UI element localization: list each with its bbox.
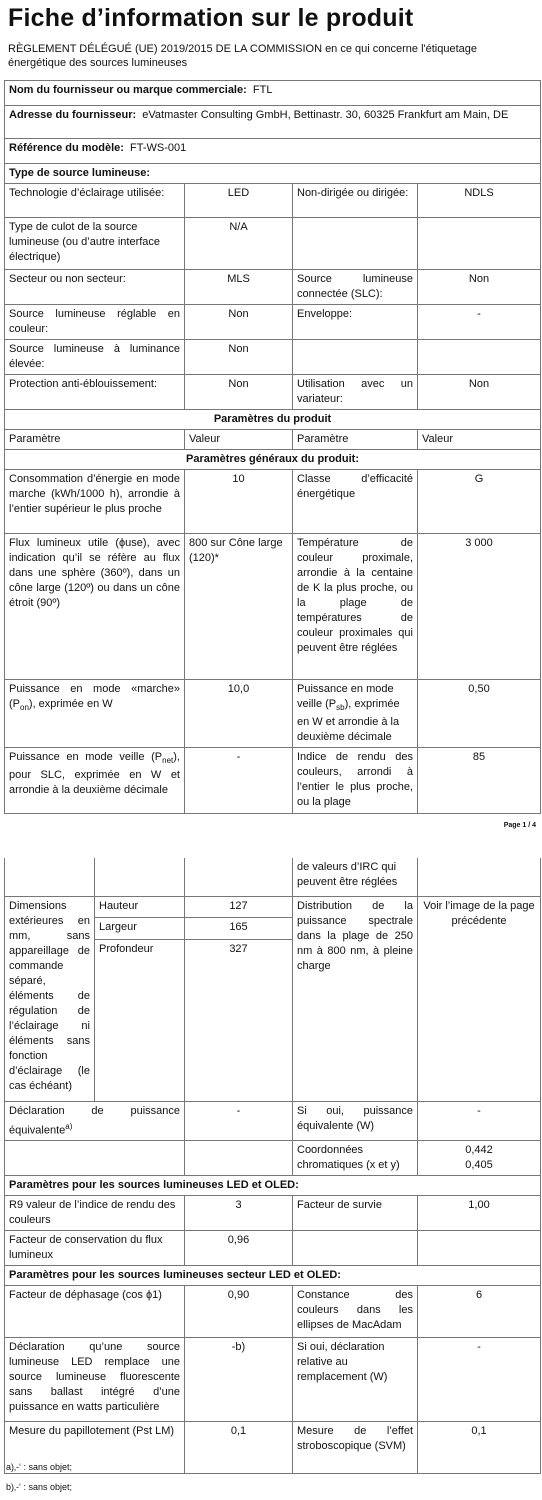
table-row [5,270,541,305]
cri-value: 85 [418,748,541,814]
table-row [5,896,541,918]
width-value: 165 [185,918,293,940]
replacement-watt-label: Si oui, déclaration relative au remplacement (W) [293,1338,418,1422]
equiv-power-label: Déclaration de puissance équivalente$^{a)}$ [5,1101,185,1141]
table-row [5,1101,541,1141]
table-row [5,375,541,410]
cap-type-label: Type de culot de la source lumineuse (ou d’autre interface électrique) [5,218,185,270]
displacement-factor-label: Facteur de déphasage (cos ϕ1) [5,1286,185,1338]
cri-label: Indice de rendu des couleurs, arrondi à l’entier le plus proche, ou la plage [293,748,418,814]
equiv-watt-label: Si oui, puissance équivalente (W) [293,1101,418,1141]
supplier-address-label: Adresse du fournisseur: [9,109,137,121]
table-row [5,470,541,534]
colour-temperature-label: Température de couleur proximale, arrondie à la centaine de K la plus proche, ou la plage de températures de couleur proximales qui peuvent être réglées [293,534,418,680]
page-title: Fiche d’information sur le produit [8,4,414,32]
page-number: Page 1 / 4 [503,822,536,829]
source-type-header: Type de source lumineuse: [5,164,541,184]
table-row [5,218,541,270]
table-row [5,680,541,748]
efficiency-class-value: G [418,470,541,534]
replacement-claim-label: Déclaration qu’une source lumineuse LED remplace une source lumineuse fluorescente sans ballast intégré d’une puissance en watts particulière [5,1338,185,1422]
envelope-value: - [418,305,541,340]
mains-value: MLS [185,270,293,305]
flicker-value: 0,1 [185,1422,293,1474]
equiv-watt-value: - [418,1101,541,1141]
r9-label: R9 valeur de l’indice de rendu des couleurs [5,1196,185,1231]
depth-value: 327 [185,940,293,961]
stroboscopic-value: 0,1 [418,1422,541,1474]
table-row [5,1422,541,1474]
chromaticity-value: 0,442 0,405 [418,1141,541,1176]
table-row [5,748,541,814]
col-header-param-2: Paramètre [293,430,418,450]
regulation-text: RÈGLEMENT DÉLÉGUÉ (UE) 2019/2015 DE LA COMMISSION en ce qui concerne l'étiquetage énergétique des sources lumineuses [8,43,477,69]
tech-label: Technologie d’éclairage utilisée: [5,184,185,218]
equiv-power-value: - [185,1101,293,1141]
table-row [5,858,541,896]
replacement-watt-value: - [418,1338,541,1422]
efficiency-class-label: Classe d’efficacité énergétique [293,470,418,534]
cls-value: Non [418,270,541,305]
col-header-param: Paramètre [5,430,185,450]
supplier-name: FTL [252,84,273,96]
survival-factor-label: Facteur de survie [293,1196,418,1231]
networked-standby-label: Puissance en mode veille $(P_{net})$, pour SLC, exprimée en W et arrondie à la deuxième décimale [5,748,185,814]
cls-label: Source lumineuse connectée (SLC): [293,270,418,305]
spectral-distribution-value: Voir l’image de la page précédente [418,896,541,1101]
params-header: Paramètres du produit [5,410,541,430]
footnote-a: a)‚-‘ : sans objet; [6,1462,73,1472]
luminous-flux-label: Flux lumineux utile (ϕuse), avec indication qu’il se réfère au flux dans une sphère (360º), dans un cône large (120º) ou dans un cône étroit (90º) [5,534,185,680]
col-header-value: Valeur [185,430,293,450]
spectral-distribution-label: Distribution de la puissance spectrale dans la plage de 250 nm à 800 nm, à pleine charge [293,896,418,1101]
model-ref-label: Référence du modèle: [9,142,124,154]
flicker-label: Mesure du papillotement (Pst LM) [5,1422,185,1474]
table-row [5,1286,541,1338]
colour-tunable-label: Source lumineuse réglable en couleur: [5,305,185,340]
table-row [5,1196,541,1231]
on-mode-power-label: Puissance en mode «marche» $(P_{on})$, exprimée en W [5,680,185,748]
anti-glare-label: Protection anti-éblouissement: [5,375,185,410]
standby-power-value: 0,50 [418,680,541,748]
col-header-value-2: Valeur [418,430,541,450]
directional-label: Non-dirigée ou dirigée: [293,184,418,218]
table-row [5,1141,541,1176]
r9-value: 3 [185,1196,293,1231]
colour-tunable-value: Non [185,305,293,340]
table-row [5,1231,541,1266]
lumen-maintenance-value: 0,96 [185,1231,293,1266]
table-row [5,534,541,680]
model-ref: FT-WS-001 [130,142,187,154]
cri-continuation: de valeurs d’IRC qui peuvent être réglées [293,858,418,896]
directional-value: NDLS [418,184,541,218]
table-row [5,305,541,340]
high-luminance-label: Source lumineuse à luminance élevée: [5,340,185,375]
supplier-name-label: Nom du fournisseur ou marque commerciale: [9,84,247,96]
page-2 [0,858,542,1500]
energy-consumption-value: 10 [185,470,293,534]
anti-glare-value: Non [185,375,293,410]
luminous-flux-value: 800 sur Cône large (120)* [185,534,293,680]
standby-power-label: Puissance en mode veille $(P_{sb})$, exprimée en W et arrondie à la deuxième décimale [293,680,418,748]
colour-consistency-value: 6 [418,1286,541,1338]
stroboscopic-label: Mesure de l’effet stroboscopique (SVM) [293,1422,418,1474]
networked-standby-value: - [185,748,293,814]
product-info-table-continued [4,858,541,1474]
displacement-factor-value: 0,90 [185,1286,293,1338]
table-row [5,340,541,375]
on-mode-power-value: 10,0 [185,680,293,748]
mains-header: Paramètres pour les sources lumineuses secteur LED et OLED: [5,1266,541,1286]
cap-type-value: N/A [185,218,293,270]
tech-value: LED [185,184,293,218]
footnote-b: b)‚-‘ : sans objet; [6,1482,73,1492]
dimmer-value: Non [418,375,541,410]
colour-consistency-label: Constance des couleurs dans les ellipses de MacAdam [293,1286,418,1338]
width-label: Largeur [95,918,185,940]
table-row [5,1338,541,1422]
supplier-address: eVatmaster Consulting GmbH, Bettinastr. 30, 60325 Frankfurt am Main, DE [142,109,509,121]
led-header: Paramètres pour les sources lumineuses LED et OLED: [5,1176,541,1196]
energy-consumption-label: Consommation d’énergie en mode marche (kWh/1000 h), arrondie à l’entier supérieur le plus proche [5,470,185,534]
table-row [5,184,541,218]
survival-factor-value: 1,00 [418,1196,541,1231]
mains-label: Secteur ou non secteur: [5,270,185,305]
depth-label: Profondeur [95,940,185,961]
height-label: Hauteur [95,896,185,918]
replacement-claim-value: -b) [185,1338,293,1422]
high-luminance-value: Non [185,340,293,375]
general-header: Paramètres généraux du produit: [5,450,541,470]
product-info-table [4,80,541,814]
envelope-label: Enveloppe: [293,305,418,340]
chromaticity-label: Coordonnées chromatiques (x et y) [293,1141,418,1176]
lumen-maintenance-label: Facteur de conservation du flux lumineux [5,1231,185,1266]
dimmer-label: Utilisation avec un variateur: [293,375,418,410]
height-value: 127 [185,896,293,918]
dimensions-label: Dimensions extérieures en mm, sans appareillage de commande séparé, éléments de régulation de l’éclairage ni éléments sans fonction d’éclairage (le cas échéant) [5,896,95,1101]
colour-temperature-value: 3 000 [418,534,541,680]
